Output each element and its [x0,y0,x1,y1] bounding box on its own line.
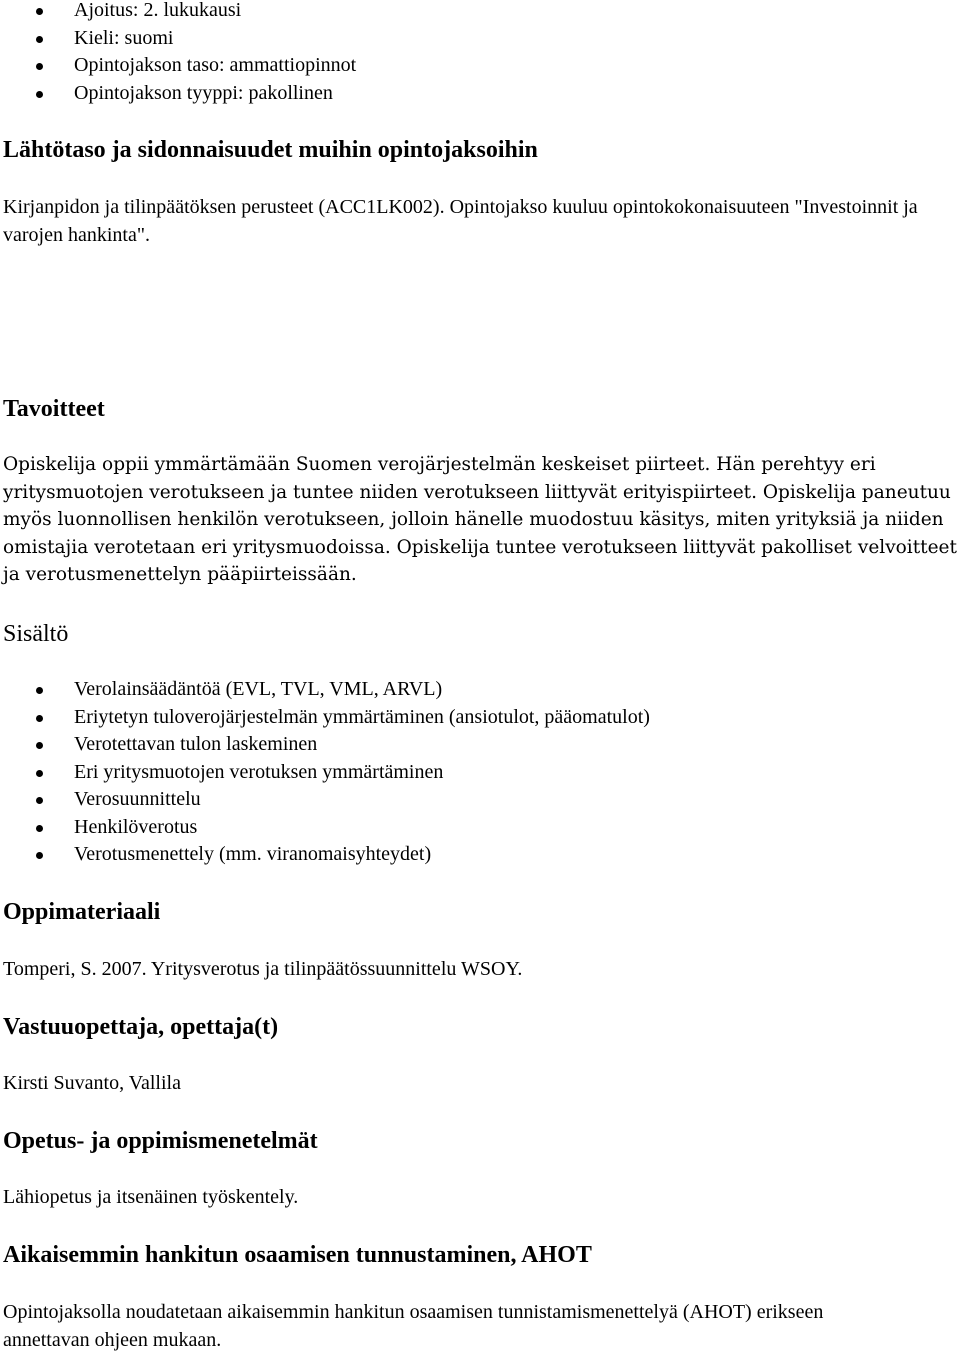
materials-body [0,955,960,983]
bullet-icon [36,36,43,43]
content-section [0,619,960,649]
bullet-icon [36,770,43,777]
list-item: Opintojakson tyyppi: pakollinen [0,80,960,108]
methods-text: Lähiopetus ja itsenäinen työskentely. [3,1186,299,1208]
list-item: Opintojakson taso: ammattiopinnot [0,52,960,80]
course-info-list [0,0,960,107]
bullet-icon [36,91,43,98]
prerequisites-text: Kirjanpidon ja tilinpäätöksen perusteet (ACC1LK002). Opintojakso kuuluu opintokokonaisuuteen "Investoinnit ja varojen hankinta". [3,196,918,246]
materials-heading: Oppimateriaali [3,899,161,925]
list-item: Henkilöverotus [0,814,960,842]
bullet-icon [36,63,43,70]
prerequisites-body [0,193,960,249]
ahot-body [0,1298,960,1354]
goals-body [0,451,960,589]
materials-section [0,897,960,927]
teachers-body [0,1069,960,1097]
teachers-section [0,1012,960,1042]
list-item: Eriytetyn tuloverojärjestelmän ymmärtäminen (ansiotulot, pääomatulot) [0,704,960,732]
bullet-icon [36,797,43,804]
content-heading: Sisältö [3,621,69,647]
bullet-icon [36,8,43,15]
list-item: Ajoitus: 2. lukukausi [0,0,960,25]
bullet-icon [36,687,43,694]
list-item: Verotettavan tulon laskeminen [0,731,960,759]
goals-heading: Tavoitteet [3,396,105,422]
ahot-text: Opintojaksolla noudatetaan aikaisemmin hankitun osaamisen tunnistamismenettelyä (AHOT) erikseen annettavan ohjeen mukaan. [3,1301,824,1351]
prerequisites-heading: Lähtötaso ja sidonnaisuudet muihin opintojaksoihin [3,137,538,163]
bullet-icon [36,715,43,722]
list-item: Kieli: suomi [0,25,960,53]
ahot-heading: Aikaisemmin hankitun osaamisen tunnustaminen, AHOT [3,1242,592,1268]
goals-text: Opiskelija oppii ymmärtämään Suomen verojärjestelmän keskeiset piirteet. Hän perehtyy eri yritysmuotojen verotukseen ja tuntee niiden verotukseen liittyvät erityispiirteet. Opiskelija paneutuu myös luonnollisen henkilön verotukseen, jolloin hänelle muodostuu käsitys, miten yrityksiä ja niiden omistajia verotetaan eri yritysmuodoissa. Opiskelija tuntee verotukseen liittyvät pakolliset velvoitteet ja verotusmenettelyn pääpiirteissään. [3,454,957,585]
teachers-text: Kirsti Suvanto, Vallila [3,1072,181,1094]
content-list-wrap [0,676,960,869]
methods-body [0,1183,960,1211]
methods-section [0,1126,960,1156]
bullet-icon [36,852,43,859]
ahot-section [0,1240,960,1270]
list-item: Verotusmenettely (mm. viranomaisyhteydet) [0,841,960,869]
teachers-heading: Vastuuopettaja, opettaja(t) [3,1014,279,1040]
bullet-icon [36,742,43,749]
materials-text: Tomperi, S. 2007. Yritysverotus ja tilinpäätössuunnittelu WSOY. [3,958,523,980]
methods-heading: Opetus- ja oppimismenetelmät [3,1128,318,1154]
list-item: Verolainsäädäntöä (EVL, TVL, VML, ARVL) [0,676,960,704]
prerequisites-section [0,135,960,165]
course-info-section [0,0,960,107]
content-list [0,676,960,869]
goals-section [0,394,960,424]
list-item: Verosuunnittelu [0,786,960,814]
list-item: Eri yritysmuotojen verotuksen ymmärtäminen [0,759,960,787]
bullet-icon [36,825,43,832]
